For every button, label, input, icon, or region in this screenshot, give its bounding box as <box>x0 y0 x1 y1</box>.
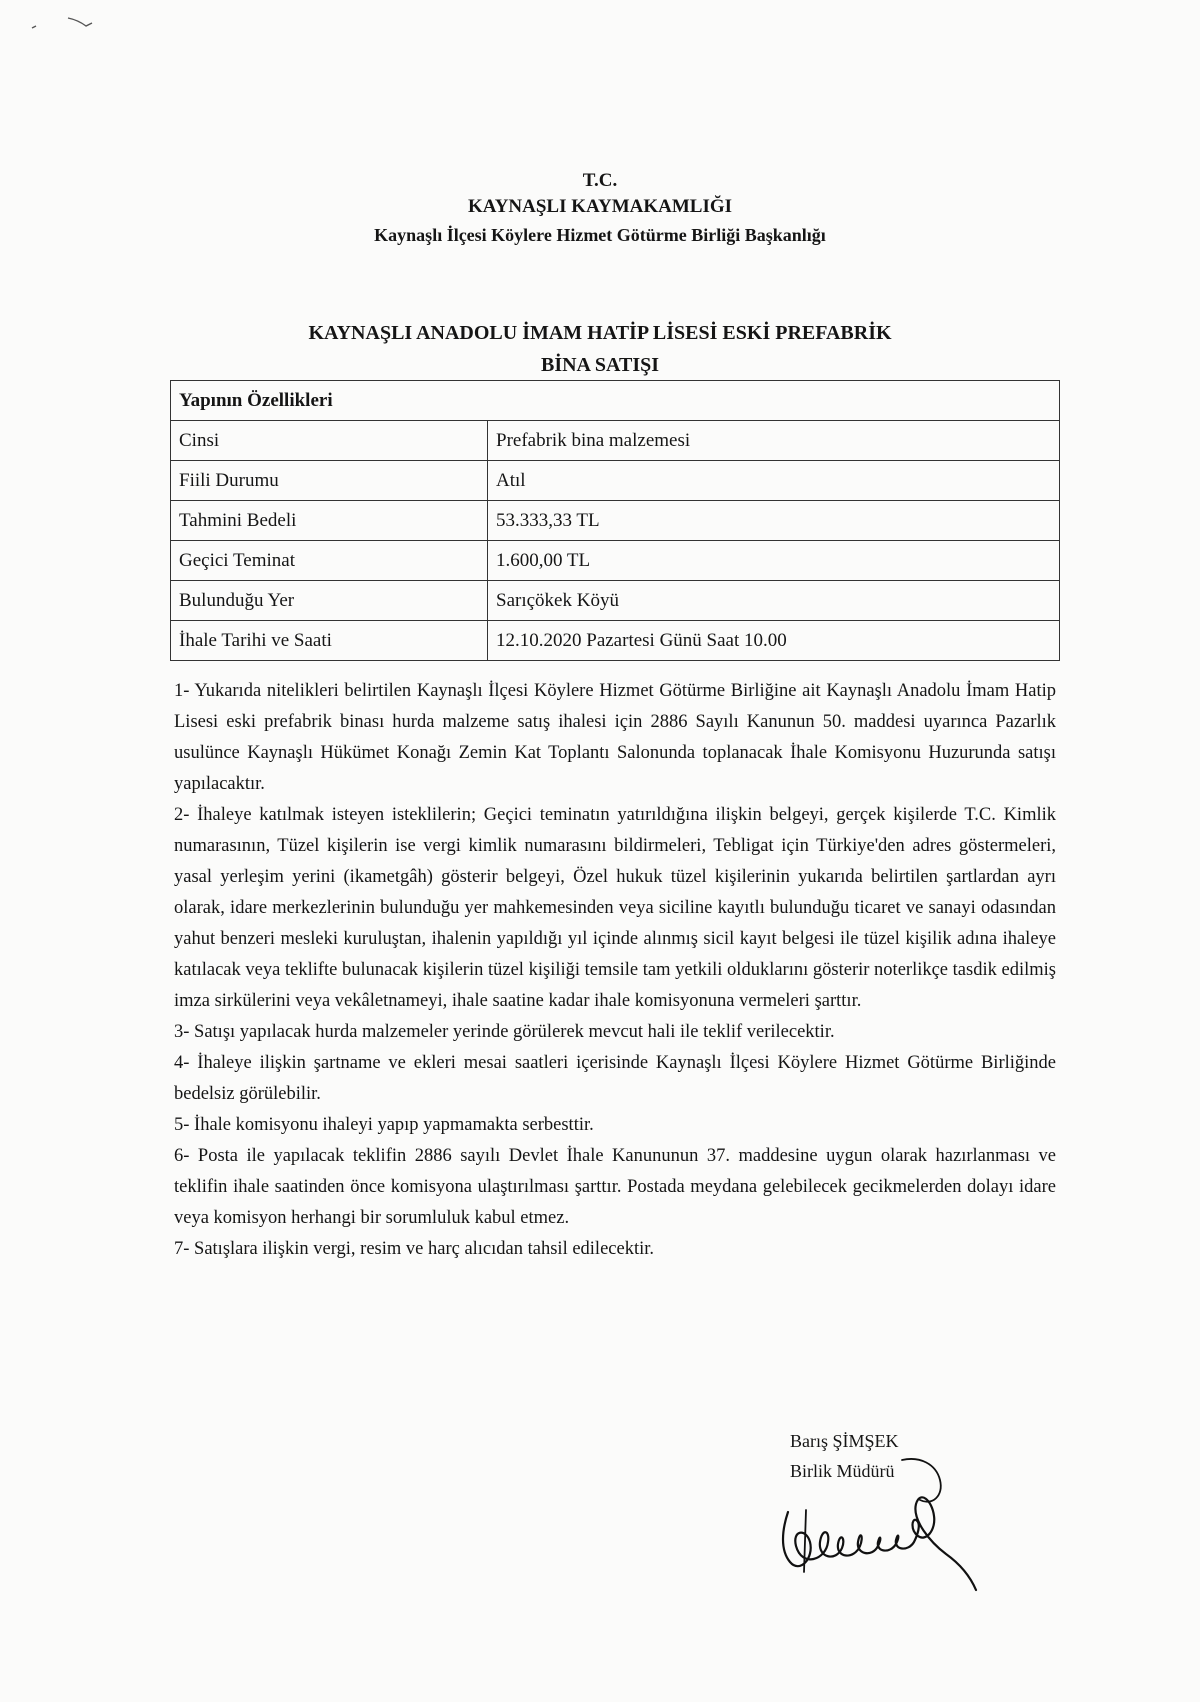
signatory-title: Birlik Müdürü <box>790 1461 895 1481</box>
table-cell-key: Cinsi <box>171 421 488 461</box>
paragraph-5: 5- İhale komisyonu ihaleyi yapıp yapmamakta serbesttir. <box>174 1115 594 1135</box>
header-line-tc: T.C. <box>582 170 618 191</box>
table-row <box>171 501 1060 541</box>
specs-table-heading: Yapının Özellikleri <box>171 381 1060 421</box>
table-cell-value: Sarıçökek Köyü <box>488 581 1060 621</box>
table-cell-key: Tahmini Bedeli <box>171 501 488 541</box>
specs-table <box>170 380 1060 661</box>
document-title-line-2: BİNA SATIŞI <box>540 354 660 376</box>
table-cell-key: Bulunduğu Yer <box>171 581 488 621</box>
table-cell-value: 53.333,33 TL <box>488 501 1060 541</box>
table-cell-value: Atıl <box>488 461 1060 501</box>
table-cell-value: Prefabrik bina malzemesi <box>488 421 1060 461</box>
header-line-birlik: Kaynaşlı İlçesi Köylere Hizmet Götürme Birliği Başkanlığı <box>374 225 826 245</box>
signatory-name: Barış ŞİMŞEK <box>790 1431 899 1451</box>
table-row <box>171 541 1060 581</box>
paragraph-4: 4- İhaleye ilişkin şartname ve ekleri mesai saatleri içerisinde Kaynaşlı İlçesi Köylere Hizmet Götürme Birliğinde bedelsiz görülebilir. <box>174 1053 1056 1104</box>
table-cell-key: Fiili Durumu <box>171 461 488 501</box>
handwritten-signature <box>770 1450 1010 1600</box>
paragraph-2: 2- İhaleye katılmak isteyen isteklilerin; Geçici teminatın yatırıldığına ilişkin belgeyi, gerçek kişilerde T.C. Kimlik numarasının, Tüzel kişilerin ise vergi kimlik numarasını bildirmeleri, Tebligat için Türkiye'den adres göstermeleri, yasal yerleşim yerini (ikametgâh) gösterir belgeyi, Özel hukuk tüzel kişilerinin yukarıda belirtilen şartlardan ayrı olarak, idare merkezlerinin bulunduğu yer mahkemesinden veya siciline kayıtlı bulunduğu ticaret ve sanayi odasından yahut benzeri mesleki kuruluştan, ihalenin yapıldığı yıl içinde alınmış sicil kayıt belgesi ile tüzel kişilik adına ihaleye katılacak veya teklifte bulunacak kişilerin tüzel kişiliği temsile tam yetkili olduklarını gösterir noterlikçe tasdik edilmiş imza sirkülerini veya vekâletnameyi, ihale saatine kadar ihale komisyonuna vermeleri şarttır. <box>174 805 1056 1011</box>
table-row <box>171 581 1060 621</box>
scan-mark <box>30 14 110 34</box>
paragraph-1: 1- Yukarıda nitelikleri belirtilen Kaynaşlı İlçesi Köylere Hizmet Götürme Birliğine ait Kaynaşlı Anadolu İmam Hatip Lisesi eski prefabrik binası hurda malzeme satış ihalesi için 2886 Sayılı Kanunun 50. maddesi uyarınca Pazarlık usulünce Kaynaşlı Hükümet Konağı Zemin Kat Toplantı Salonunda toplanacak İhale Komisyonu Huzurunda satışı yapılacaktır. <box>174 681 1056 794</box>
document-body <box>174 676 1056 1265</box>
paragraph-3: 3- Satışı yapılacak hurda malzemeler yerinde görülerek mevcut hali ile teklif verilecektir. <box>174 1022 835 1042</box>
table-row <box>171 421 1060 461</box>
table-cell-value: 1.600,00 TL <box>488 541 1060 581</box>
table-cell-key: İhale Tarihi ve Saati <box>171 621 488 661</box>
specs-table-heading-row <box>171 381 1060 421</box>
paragraph-6: 6- Posta ile yapılacak teklifin 2886 sayılı Devlet İhale Kanununun 37. maddesine uygun olarak hazırlanması ve teklifin ihale saatinden önce komisyona ulaştırılması şarttır. Postada meydana gelebilecek gecikmelerden dolayı idare veya komisyon herhangi bir sorumluluk kabul etmez. <box>174 1146 1056 1228</box>
paragraph-7: 7- Satışlara ilişkin vergi, resim ve harç alıcıdan tahsil edilecektir. <box>174 1239 654 1259</box>
table-row <box>171 621 1060 661</box>
header-line-kaymakamlik: KAYNAŞLI KAYMAKAMLIĞI <box>467 196 733 217</box>
table-cell-key: Geçici Teminat <box>171 541 488 581</box>
table-row <box>171 461 1060 501</box>
document-title-line-1: KAYNAŞLI ANADOLU İMAM HATİP LİSESİ ESKİ PREFABRİK <box>308 322 892 344</box>
table-cell-value: 12.10.2020 Pazartesi Günü Saat 10.00 <box>488 621 1060 661</box>
